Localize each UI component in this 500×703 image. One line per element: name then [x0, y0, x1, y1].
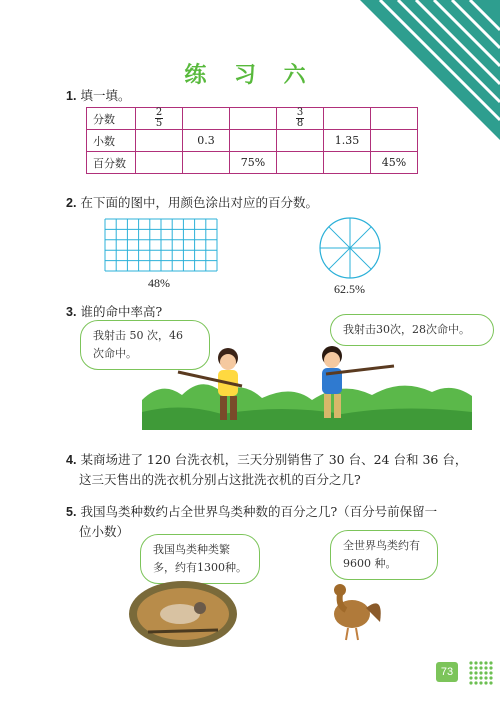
blank-cell — [277, 152, 324, 174]
page-title: 练 习 六 — [184, 63, 316, 88]
grid-caption: 48% — [148, 276, 170, 290]
dot — [489, 676, 492, 679]
dot — [489, 666, 492, 669]
circle-caption: 62.5% — [334, 282, 365, 296]
blank-cell — [183, 152, 230, 174]
dot — [474, 666, 477, 669]
dot — [489, 681, 492, 684]
value-cell: 0.3 — [183, 130, 230, 152]
dot — [489, 671, 492, 674]
dot — [474, 676, 477, 679]
question-number: 5. — [66, 505, 77, 519]
blank-cell — [324, 152, 371, 174]
dot — [479, 676, 482, 679]
question-3 — [66, 302, 162, 322]
value-cell: 75% — [230, 152, 277, 174]
dot — [469, 671, 472, 674]
fraction-cell — [136, 108, 183, 130]
dot — [484, 681, 487, 684]
dot — [474, 661, 477, 664]
row-label: 分数 — [87, 108, 136, 130]
dot — [489, 661, 492, 664]
dot — [479, 661, 482, 664]
conversion-table — [86, 107, 418, 174]
shooting-scene-illustration — [142, 340, 472, 430]
question-text-line-1: 我国鸟类种数约占全世界鸟类种数的百分之几?（百分号前保留一 — [80, 504, 438, 519]
question-number: 2. — [66, 196, 77, 210]
blank-cell — [277, 130, 324, 152]
dot — [484, 671, 487, 674]
question-number: 1. — [66, 89, 77, 103]
row-label: 小数 — [87, 130, 136, 152]
question-4-line-2: 这三天售出的洗衣机分别占这批洗衣机的百分之几? — [79, 472, 361, 487]
hundred-grid — [104, 218, 218, 272]
circle-eighths — [318, 216, 382, 280]
dot — [469, 676, 472, 679]
question-text: 在下面的图中，用颜色涂出对应的百分数。 — [80, 195, 318, 210]
speech-bubble-left: 我国鸟类种类繁多，约有1300种。 — [140, 534, 260, 584]
blank-cell — [371, 108, 418, 130]
blank-cell — [230, 108, 277, 130]
value-cell: 45% — [371, 152, 418, 174]
page-number: 73 — [436, 662, 458, 682]
question-number: 3. — [66, 305, 77, 319]
question-text-line-1: 某商场进了 120 台洗衣机，三天分别销售了 30 台、24 台和 36 台， — [80, 452, 468, 467]
dot — [484, 666, 487, 669]
table-row — [87, 130, 418, 152]
value-cell: 1.35 — [324, 130, 371, 152]
question-text: 填一填。 — [80, 88, 131, 103]
speech-bubble-right: 我射击30次，28次命中。 — [330, 314, 494, 346]
question-5-line-2: 位小数） — [79, 524, 130, 539]
bird-photo-illustration — [128, 580, 238, 648]
dot — [474, 671, 477, 674]
question-number: 4. — [66, 453, 77, 467]
dot — [479, 666, 482, 669]
dot — [469, 666, 472, 669]
speech-bubble-left: 我射击 50 次，46 次命中。 — [80, 320, 210, 370]
dot — [469, 681, 472, 684]
fraction: $\frac{3}{8}$ — [296, 107, 304, 129]
question-4 — [66, 450, 467, 470]
dot — [479, 671, 482, 674]
blank-cell — [136, 130, 183, 152]
pheasant-illustration — [320, 574, 390, 644]
fraction-cell — [277, 108, 324, 130]
dot — [479, 681, 482, 684]
blank-cell — [324, 108, 371, 130]
question-1 — [66, 86, 130, 106]
question-5 — [66, 502, 437, 522]
blank-cell — [371, 130, 418, 152]
table-row — [87, 108, 418, 130]
blank-cell — [183, 108, 230, 130]
table-row — [87, 152, 418, 174]
dot — [484, 676, 487, 679]
row-label: 百分数 — [87, 152, 136, 174]
blank-cell — [136, 152, 183, 174]
speech-bubble-right: 全世界鸟类约有 9600 种。 — [330, 530, 438, 580]
question-text: 谁的命中率高? — [80, 304, 163, 319]
corner-dots-decoration — [468, 660, 494, 686]
dot — [484, 661, 487, 664]
question-2 — [66, 193, 318, 213]
dot — [469, 661, 472, 664]
dot — [474, 681, 477, 684]
blank-cell — [230, 130, 277, 152]
fraction: $\frac{2}{5}$ — [155, 107, 163, 129]
